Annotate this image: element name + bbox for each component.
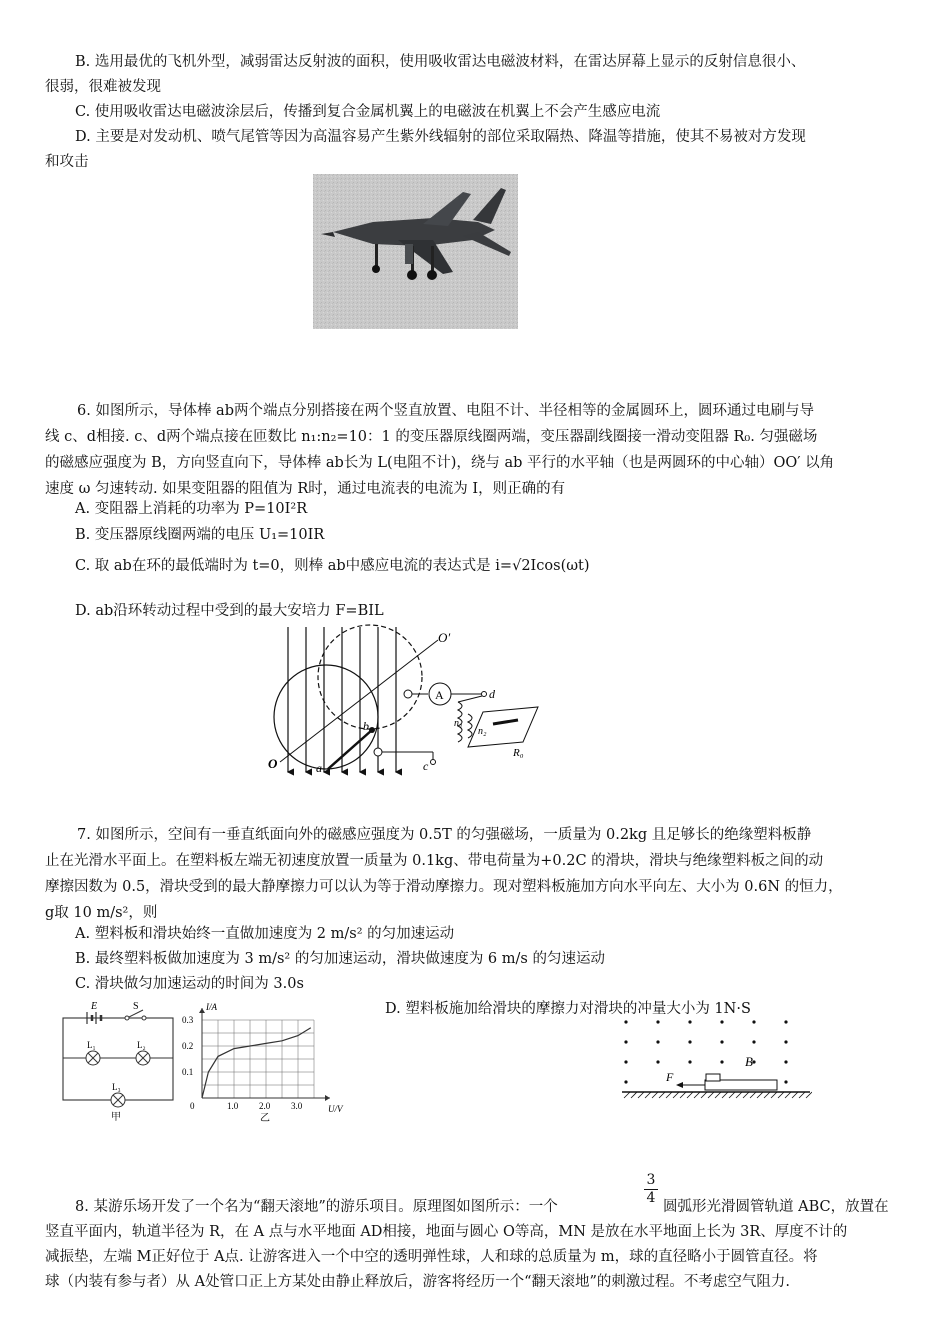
iu-curve-line: [202, 1028, 311, 1098]
field-dot: [688, 1060, 691, 1063]
q6-option-d: D. ab沿环转动过程中受到的最大安培力 F=BIL: [75, 603, 384, 619]
q6-option-c: [75, 556, 590, 576]
label-r0: R₀: [513, 747, 524, 759]
q7-stem-line1: 7. 如图所示，空间有一垂直纸面向外的磁感应强度为 0.5T 的匀强磁场，一质量为 0.2kg 且足够长的绝缘塑料板静: [77, 827, 812, 843]
x-tick-label: 2.0: [259, 1101, 271, 1111]
chart-xlabel: U/V: [328, 1104, 343, 1114]
q6-option-c-tail: Icos(ωt): [530, 558, 590, 574]
field-dot: [720, 1020, 723, 1023]
q7-stem-line3: 摩擦因数为 0.5，滑块受到的最大静摩擦力可以认为等于滑动摩擦力。现对塑料板施加方向水平向左、大小为 0.6N 的恒力，: [45, 879, 843, 895]
q6-stem-line3: 的磁感应强度为 B，方向竖直向下，导体棒 ab长为 L(电阻不计)，绕与 ab 平行的水平轴（也是两圆环的中心轴）OO′ 以角: [45, 455, 835, 471]
q8-stem-line2: 竖直平面内，轨道半径为 R，在 A 点与水平地面 AD相接，地面与圆心 O等高，MN 是放在水平地面上长为 3R、厚度不计的: [45, 1224, 848, 1240]
x-tick-label: 1.0: [227, 1101, 239, 1111]
field-dot: [784, 1060, 787, 1063]
iu-curve-chart: [180, 1000, 345, 1122]
x-tick-label: 3.0: [291, 1101, 303, 1111]
field-dot: [752, 1040, 755, 1043]
q5-option-c: C. 使用吸收雷达电磁波涂层后，传播到复合金属机翼上的电磁波在机翼上不会产生感应电流: [75, 104, 661, 120]
q5-option-d-line1: D. 主要是对发动机、喷气尾管等因为高温容易产生紫外线辐射的部位采取隔热、降温等措施，使其不易被对方发现: [75, 129, 806, 145]
q6-option-c-text: C. 取 ab在环的最低端时为 t=0，则棒 ab中感应电流的表达式是 i=: [75, 558, 513, 574]
field-dot: [624, 1020, 627, 1023]
ground-hatch: [624, 1092, 812, 1098]
label-l1: L₁: [87, 1040, 96, 1050]
y-tick-label: 0.2: [182, 1041, 194, 1051]
tick-labels: [182, 1015, 303, 1111]
label-c: c: [423, 759, 429, 773]
label-s: S: [133, 1001, 139, 1012]
y-tick-label: 0.3: [182, 1015, 194, 1025]
label-force-f: F: [666, 1070, 674, 1084]
chart-ylabel: I/A: [206, 1002, 217, 1012]
bulb-l2-icon: [136, 1051, 150, 1065]
field-dot: [720, 1040, 723, 1043]
q8-stem-line1b: 圆弧形光滑圆管轨道 ABC，放置在: [663, 1199, 889, 1215]
q5-option-b-line2: 很弱，很难被发现: [45, 79, 161, 95]
bulb-l1-icon: [86, 1051, 100, 1065]
q6-stem-line2: 线 c、d相接. c、d两个端点接在匝数比 n₁:n₂=10：1 的变压器原线圈两端，变压器副线圈接一滑动变阻器 R₀. 匀强磁场: [45, 429, 818, 445]
q7-option-c: C. 滑块做匀加速运动的时间为 3.0s: [75, 976, 304, 992]
q8-fraction-num: 3: [646, 1172, 656, 1188]
field-dot: [624, 1080, 627, 1083]
stealth-jet-photo: [313, 174, 518, 329]
field-dot: [752, 1020, 755, 1023]
q7-option-a: A. 塑料板和滑块始终一直做加速度为 2 m/s² 的匀加速运动: [75, 926, 455, 942]
q6-stem-line4: 速度 ω 匀速转动. 如果变阻器的阻值为 R时，通过电流表的电流为 I，则正确的有: [45, 481, 566, 497]
label-o-prime: O′: [438, 630, 451, 645]
label-l2: L₂: [137, 1040, 146, 1050]
caption-yi: 乙: [260, 1113, 270, 1122]
q8-fraction: [644, 1172, 658, 1207]
field-dot: [784, 1020, 787, 1023]
q7-option-d: D. 塑料板施加给滑块的摩擦力对滑块的冲量大小为 1N·S: [385, 1001, 751, 1017]
label-l3: L₃: [112, 1082, 121, 1092]
field-dot: [688, 1020, 691, 1023]
field-dot: [656, 1060, 659, 1063]
field-dot: [688, 1040, 691, 1043]
label-n2: n₂: [478, 726, 487, 737]
q7-stem: [45, 822, 915, 926]
q7-option-b: B. 最终塑料板做加速度为 3 m/s² 的匀加速运动，滑块做速度为 6 m/s 的匀速运动: [75, 951, 605, 967]
caption-jia: 甲: [111, 1112, 121, 1122]
q7-board-magnetic-field-diagram: [620, 1018, 812, 1110]
q6-stem: [45, 398, 915, 502]
field-dot: [656, 1020, 659, 1023]
label-o: O: [268, 756, 278, 771]
y-tick-label: 0.1: [182, 1067, 194, 1077]
q8-stem-line3: 减振垫，左端 M正好位于 A点. 让游客进入一个中空的透明弹性球，人和球的总质量为 m，球的直径略小于圆管直径。将: [45, 1249, 818, 1265]
label-b: b: [363, 719, 369, 733]
q7-stem-line4: g取 10 m/s²，则: [45, 905, 158, 921]
q6-generator-transformer-diagram: [268, 622, 548, 782]
q7-stem-line2: 止在光滑水平面上。在塑料板左端无初速度放置一质量为 0.1kg、带电荷量为+0.2C 的滑块，滑块与绝缘塑料板之间的动: [45, 853, 824, 869]
chart-grid: [202, 1020, 314, 1098]
field-dot: [720, 1060, 723, 1063]
label-b-field: B: [745, 1054, 753, 1069]
field-dot: [624, 1060, 627, 1063]
circuit-diagram: [55, 1000, 180, 1122]
q8-stem-line1a: 8. 某游乐场开发了一个名为“翻天滚地”的游乐项目。原理图如图所示：一个: [75, 1199, 558, 1215]
label-a: a: [316, 761, 322, 775]
field-dot: [784, 1080, 787, 1083]
q6-option-a: A. 变阻器上消耗的功率为 P=10I²R: [75, 501, 308, 517]
field-dot: [624, 1040, 627, 1043]
label-d: d: [489, 687, 495, 701]
label-n1: n₁: [454, 718, 463, 729]
bulb-l3-icon: [111, 1093, 125, 1107]
label-e: E: [91, 1001, 98, 1012]
q8-stem-line4: 球（内装有参与者）从 A处管口正上方某处由静止释放后，游客将经历一个“翻天滚地”的刺激过程。不考虑空气阻力.: [45, 1274, 791, 1290]
field-dot: [784, 1040, 787, 1043]
q8-fraction-den: 4: [644, 1189, 658, 1207]
q6-option-c-sqrt: √2: [512, 558, 531, 574]
q6-stem-line1: 6. 如图所示，导体棒 ab两个端点分别搭接在两个竖直放置、电阻不计、半径相等的金属圆环上，圆环通过电刷与导: [77, 403, 814, 419]
q5-option-d-line2: 和攻击: [45, 154, 89, 170]
q6-option-b: B. 变压器原线圈两端的电压 U₁=10IR: [75, 527, 325, 543]
ammeter-label: A: [435, 688, 444, 702]
x-tick-label: 0: [190, 1101, 195, 1111]
field-dot: [656, 1040, 659, 1043]
q5-option-b-line1: B. 选用最优的飞机外型，减弱雷达反射波的面积，使用吸收雷达电磁波材料，在雷达屏幕上显示的反射信息很小、: [75, 54, 806, 70]
